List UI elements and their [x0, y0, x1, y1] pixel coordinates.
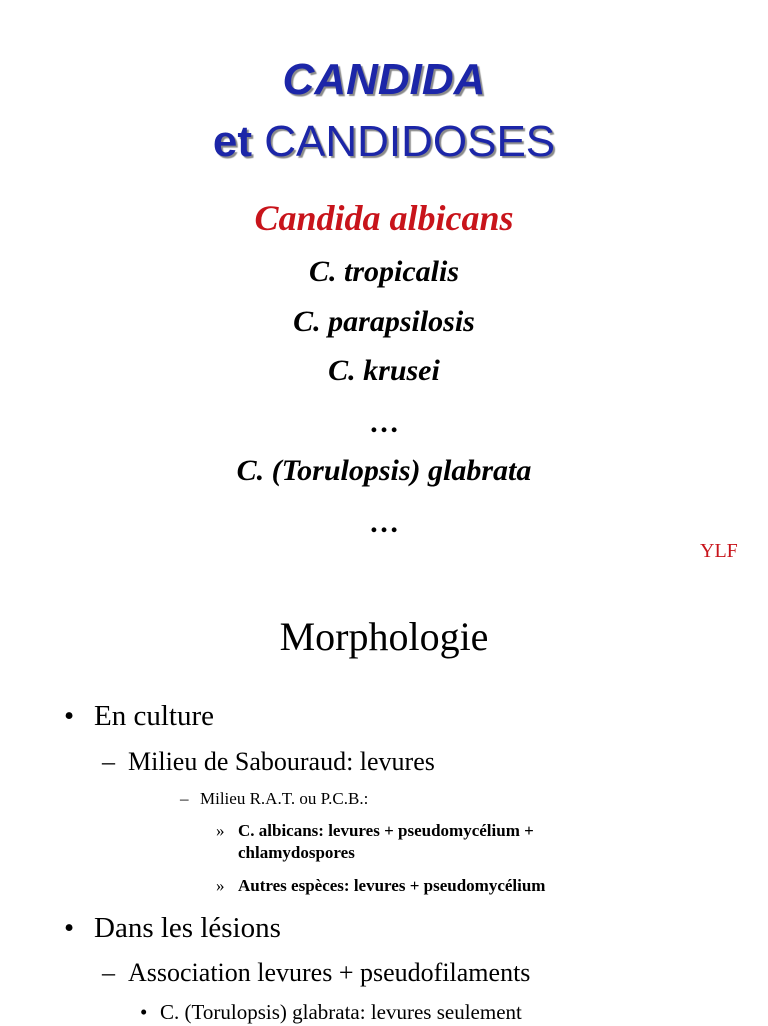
author-initials: YLF — [700, 540, 738, 562]
species-c-krusei: C. krusei — [328, 354, 440, 387]
sub-bullet-text: Milieu de Sabouraud: levures — [128, 747, 435, 776]
title-candidoses-word: CANDIDOSES — [251, 117, 556, 166]
level4-text: Autres espèces: levures + pseudomycélium — [238, 876, 546, 895]
sub-sub-bullet-glabrata — [140, 998, 522, 1026]
bullet-text: Dans les lésions — [94, 912, 281, 944]
title-candidoses — [0, 116, 768, 168]
bullet-dot-icon: • — [64, 700, 75, 732]
title-et: et — [212, 117, 252, 166]
bullet-dans-les-lesions — [64, 910, 281, 946]
sub-sub-bullet-text: Milieu R.A.T. ou P.C.B.: — [200, 789, 369, 808]
dash-icon: – — [180, 789, 189, 808]
sub-bullet-sabouraud — [102, 746, 435, 778]
bullet-en-culture — [64, 698, 214, 734]
dash-icon: – — [102, 747, 115, 776]
sub-sub-bullet-rat-pcb — [180, 788, 368, 810]
bullet-dot-icon: • — [64, 912, 75, 944]
bullet-dot-icon: • — [140, 1000, 148, 1024]
sub-sub-bullet-text: C. (Torulopsis) glabrata: levures seulement — [160, 1000, 522, 1024]
species-c-torulopsis-glabrata: C. (Torulopsis) glabrata — [236, 454, 532, 487]
title-candida: CANDIDA — [282, 55, 486, 104]
level4-text-line2: chlamydospores — [238, 843, 355, 862]
dash-icon: – — [102, 958, 115, 987]
chevron-right-icon: » — [216, 876, 225, 895]
sub-bullet-text: Association levures + pseudofilaments — [128, 958, 531, 987]
species-ellipsis-2: … — [369, 506, 399, 539]
bullet-text: En culture — [94, 700, 214, 732]
species-c-parapsilosis: C. parapsilosis — [293, 305, 475, 338]
species-candida-albicans: Candida albicans — [254, 198, 514, 238]
level4-bullet-albicans — [216, 820, 534, 864]
level4-bullet-autres-especes — [216, 875, 545, 897]
chevron-right-icon: » — [216, 821, 225, 840]
species-ellipsis-1: … — [369, 406, 399, 439]
morphologie-heading: Morphologie — [279, 614, 489, 659]
species-c-tropicalis: C. tropicalis — [308, 255, 459, 288]
level4-text-line1: C. albicans: levures + pseudomycélium + — [238, 821, 534, 840]
sub-bullet-association — [102, 957, 530, 989]
